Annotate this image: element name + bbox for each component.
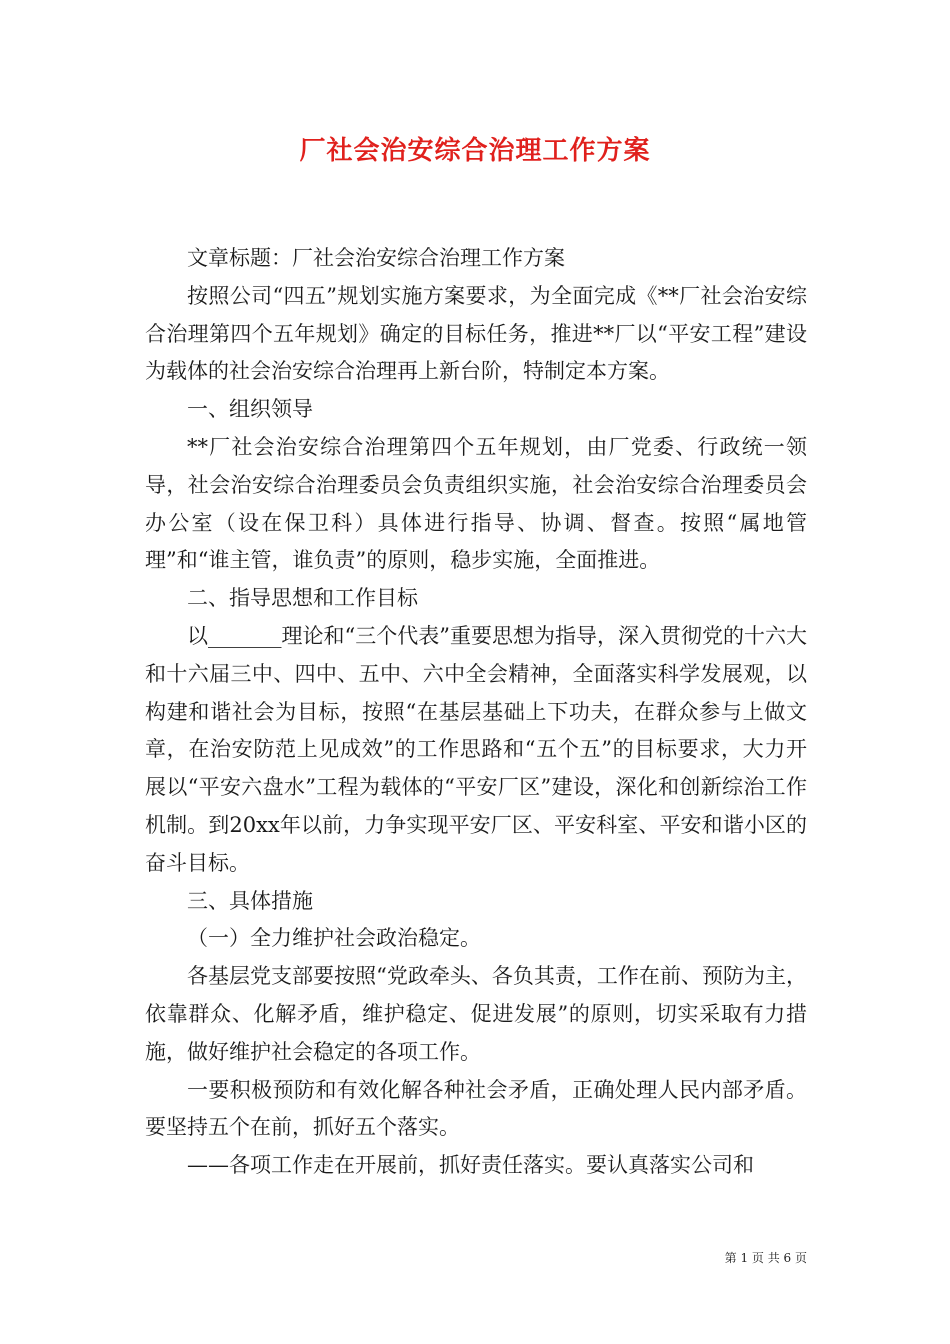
document-body	[145, 240, 807, 1185]
section-heading-organization: 一、组织领导	[187, 397, 313, 422]
intro-paragraph: 按照公司“四五”规划实施方案要求，为全面完成《**厂社会治安综合治理第四个五年规划》确定的目标任务，推进**厂以“平安工程”建设为载体的社会治安综合治理再上新台阶，特制定本方案。	[145, 283, 807, 384]
subsection-heading-stability: （一）全力维护社会政治稳定。	[187, 926, 481, 951]
document-title: 厂社会治安综合治理工作方案	[299, 136, 651, 166]
contradiction-paragraph: 一要积极预防和有效化解各种社会矛盾，正确处理人民内部矛盾。要坚持五个在前，抓好五个落实。	[145, 1077, 807, 1140]
section-heading-measures: 三、具体措施	[187, 888, 313, 913]
guidance-paragraph: 以_______理论和“三个代表”重要思想为指导，深入贯彻党的十六大和十六届三中、四中、五中、六中全会精神，全面落实科学发展观，以构建和谐社会为目标，按照“在基层基础上下功夫，在群众参与上做文章，在治安防范上见成效”的工作思路和“五个五”的目标要求，大力开展以“平安六盘水”工程为载体的“平安厂区”建设，深化和创新综治工作机制。到20xx年以前，力争实现平安厂区、平安科室、平安和谐小区的奋斗目标。	[145, 623, 807, 875]
article-title-line: 文章标题：厂社会治安综合治理工作方案	[187, 246, 565, 270]
responsibility-paragraph: ——各项工作走在开展前，抓好责任落实。要认真落实公司和	[187, 1153, 754, 1178]
section-heading-guidance: 二、指导思想和工作目标	[187, 586, 418, 611]
page-number-footer: 第 1 页 共 6 页	[724, 1251, 807, 1265]
stability-paragraph: 各基层党支部要按照“党政牵头、各负其责，工作在前、预防为主，依靠群众、化解矛盾，维护稳定、促进发展”的原则，切实采取有力措施，做好维护社会稳定的各项工作。	[145, 964, 807, 1064]
organization-paragraph: **厂社会治安综合治理第四个五年规划，由厂党委、行政统一领导，社会治安综合治理委员会负责组织实施，社会治安综合治理委员会办公室（设在保卫科）具体进行指导、协调、督查。按照“属地管理”和“谁主管，谁负责”的原则，稳步实施，全面推进。	[145, 434, 807, 573]
